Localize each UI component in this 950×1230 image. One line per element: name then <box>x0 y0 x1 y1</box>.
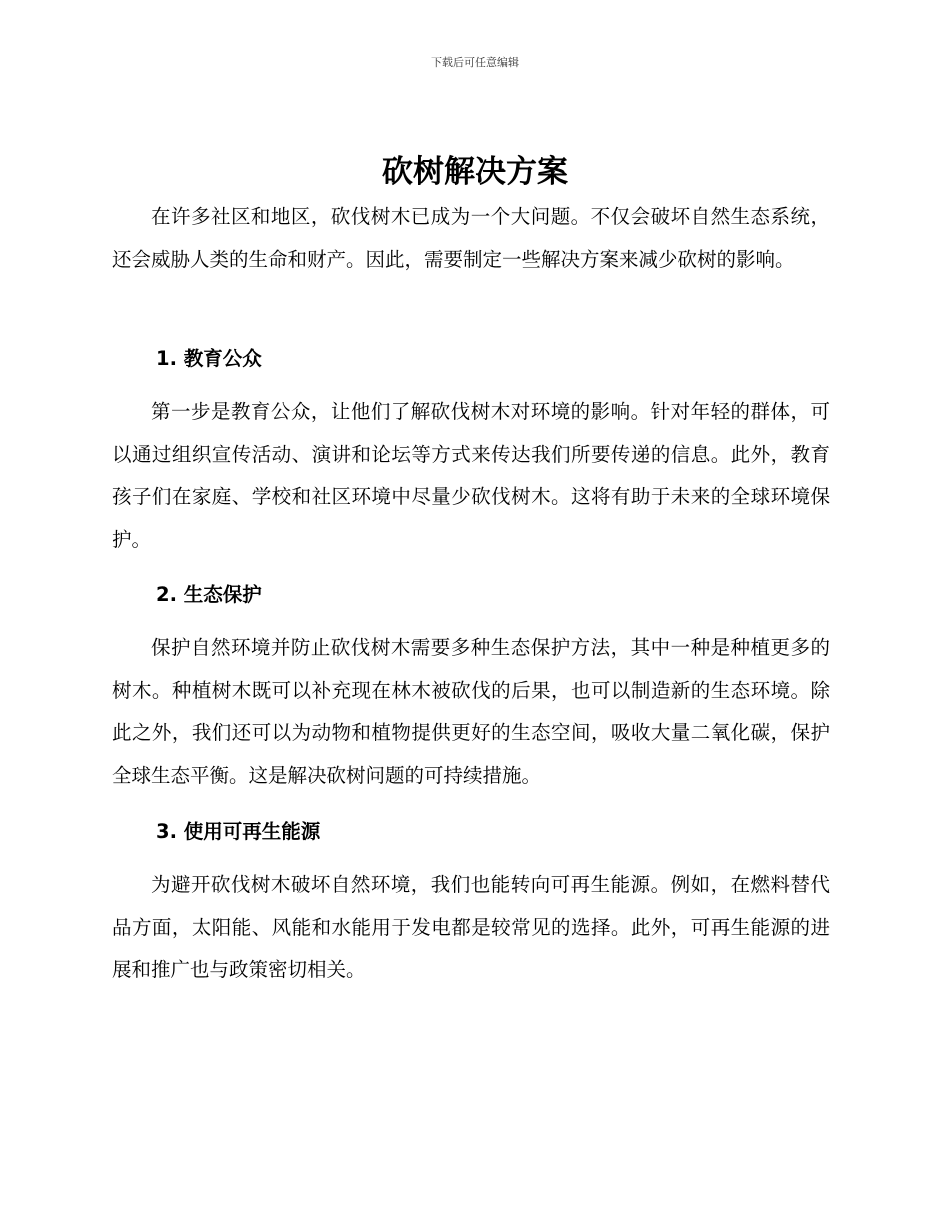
intro-paragraph: 在许多社区和地区，砍伐树木已成为一个大问题。不仅会破坏自然生态系统，还会威胁人类的生命和财产。因此，需要制定一些解决方案来减少砍树的影响。 <box>112 205 830 271</box>
page-header-caption: 下载后可任意编辑 <box>431 56 519 69</box>
section-body-renewable-energy: 为避开砍伐树木破坏自然环境，我们也能转向可再生能源。例如，在燃料替代品方面，太阳能、风能和水能用于发电都是较常见的选择。此外，可再生能源的进展和推广也与政策密切相关。 <box>112 873 830 981</box>
section-body-education: 第一步是教育公众，让他们了解砍伐树木对环境的影响。针对年轻的群体，可以通过组织宣传活动、演讲和论坛等方式来传达我们所要传递的信息。此外，教育孩子们在家庭、学校和社区环境中尽量少砍伐树木。这将有助于未来的全球环境保护。 <box>112 400 830 551</box>
section-heading-renewable-energy: 3. 使用可再生能源 <box>156 820 321 843</box>
section-heading-education: 1. 教育公众 <box>156 347 262 370</box>
section-body-ecology: 保护自然环境并防止砍伐树木需要多种生态保护方法，其中一种是种植更多的树木。种植树木既可以补充现在林木被砍伐的后果，也可以制造新的生态环境。除此之外，我们还可以为动物和植物提供更好的生态空间，吸收大量二氧化碳，保护全球生态平衡。这是解决砍树问题的可持续措施。 <box>112 636 830 787</box>
document-title: 砍树解决方案 <box>382 154 568 190</box>
section-heading-ecology: 2. 生态保护 <box>156 583 262 606</box>
